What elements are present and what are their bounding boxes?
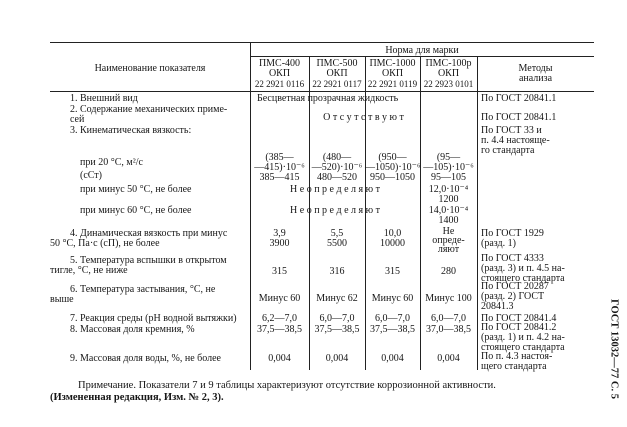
row5-method-1: По ГОСТ 4333 bbox=[481, 253, 544, 264]
col-divider-5 bbox=[477, 56, 478, 370]
brand-name-4: ПМС-100р bbox=[425, 58, 472, 69]
row2-label-2: сей bbox=[70, 114, 85, 125]
row4-c2-a: 5,5 bbox=[330, 228, 344, 239]
header-methods-2: анализа bbox=[518, 73, 553, 84]
row3a-c1-a: (385— bbox=[265, 152, 294, 163]
row3a-c2-c: 480—520 bbox=[317, 172, 357, 183]
row3c-c4-b: 1400 bbox=[438, 215, 459, 226]
brand-name-1: ПМС-400 bbox=[258, 58, 301, 69]
row4-c1-a: 3,9 bbox=[273, 228, 286, 239]
row7-label: 7. Реакция среды (рН водной вытяжки) bbox=[70, 313, 237, 324]
side-label-text: ГОСТ 13032—77 С. 5 bbox=[608, 299, 620, 399]
row3a-c2-a: (480— bbox=[322, 152, 352, 163]
row4-c1-b: 3900 bbox=[269, 238, 290, 249]
row3-label: 3. Кинематическая вязкость: bbox=[70, 125, 192, 136]
row3a-c3-b: —1050)·10⁻⁶ bbox=[365, 162, 421, 173]
row4-label-1: 4. Динамическая вязкость при минус bbox=[70, 228, 228, 239]
row6-method-1: По ГОСТ 20287 bbox=[481, 281, 549, 292]
row9-method-1: По п. 4.3 настоя- bbox=[481, 351, 553, 362]
row3a-c4-a: (95— bbox=[436, 152, 461, 163]
brand-code-1: 22 2921 0116 bbox=[254, 79, 305, 89]
table-top-rule bbox=[50, 42, 594, 43]
row3-method-2: п. 4.4 настояще- bbox=[481, 135, 550, 146]
header-bottom-rule bbox=[50, 91, 594, 92]
row7-c2: 6,0—7,0 bbox=[319, 313, 355, 324]
row8-label: 8. Массовая доля кремния, % bbox=[70, 324, 195, 335]
header-methods-1: Методы bbox=[518, 63, 553, 74]
row6-c2: Минус 62 bbox=[316, 293, 358, 304]
row3c-c4-a: 14,0·10⁻⁴ bbox=[428, 205, 469, 216]
row5-label-1: 5. Температура вспышки в открытом bbox=[70, 255, 227, 266]
row3a-c3-c: 950—1050 bbox=[370, 172, 415, 183]
row3b-value: Н е о п р е д е л я ю т bbox=[290, 184, 380, 195]
brand-okp-4: ОКП bbox=[437, 68, 460, 79]
row8-c1: 37,5—38,5 bbox=[257, 324, 302, 335]
row6-c3: Минус 60 bbox=[371, 293, 414, 304]
header-indicator: Наименование показателя bbox=[94, 63, 206, 74]
brand-code-2: 22 2921 0117 bbox=[312, 79, 362, 89]
row3-method-1: По ГОСТ 33 и bbox=[481, 125, 542, 136]
row4-method-2: (разд. 1) bbox=[481, 238, 516, 249]
row3c-value: Н е о п р е д е л я ю т bbox=[290, 205, 380, 216]
row4-method-1: По ГОСТ 1929 bbox=[481, 228, 544, 239]
row4-label-2: 50 °С, Па·с (сП), не более bbox=[50, 238, 160, 249]
row2-label-1: 2. Содержание механических приме- bbox=[70, 104, 228, 115]
row8-c4: 37,0—38,5 bbox=[426, 324, 471, 335]
row1-method: По ГОСТ 20841.1 bbox=[481, 93, 557, 104]
row3a-c1-c: 385—415 bbox=[259, 172, 300, 183]
row8-method-1: По ГОСТ 20841.2 bbox=[481, 322, 557, 333]
row4-c3-a: 10,0 bbox=[383, 228, 402, 239]
row5-method-3: стоящего стандарта bbox=[481, 273, 565, 284]
row6-method-2: (разд. 2) ГОСТ bbox=[481, 291, 545, 302]
row2-value: О т с у т с т в у ю т bbox=[323, 112, 404, 123]
row8-c3: 37,5—38,5 bbox=[370, 324, 415, 335]
row5-label-2: тигле, °С, не ниже bbox=[50, 265, 128, 276]
brand-code-3: 22 2921 0119 bbox=[367, 79, 418, 89]
row9-label: 9. Массовая доля воды, %, не более bbox=[70, 353, 221, 364]
brand-name-3: ПМС-1000 bbox=[369, 58, 416, 69]
side-label bbox=[602, 284, 626, 414]
row8-method-2: (разд. 1) и п. 4.2 на- bbox=[481, 332, 565, 343]
row9-c3: 0,004 bbox=[381, 353, 404, 364]
row8-c2: 37,5—38,5 bbox=[314, 324, 360, 335]
row6-label-1: 6. Температура застывания, °С, не bbox=[70, 284, 216, 295]
row7-c1: 6,2—7,0 bbox=[262, 313, 297, 324]
row3b-c4-b: 1200 bbox=[438, 194, 459, 205]
brand-okp-1: ОКП bbox=[268, 68, 291, 79]
row4-c3-b: 10000 bbox=[380, 238, 405, 249]
brand-okp-2: ОКП bbox=[326, 68, 348, 79]
row6-label-2: выше bbox=[50, 294, 74, 305]
row3a-c1-b: —415)·10⁻⁶ bbox=[254, 162, 305, 173]
row3c-label: при минус 60 °С, не более bbox=[80, 205, 192, 216]
row5-method-2: (разд. 3) и п. 4.5 на- bbox=[481, 263, 565, 274]
row4-c2-b: 5500 bbox=[327, 238, 347, 249]
row6-c4: Минус 100 bbox=[425, 293, 472, 304]
note-revision: (Измененная редакция, Изм. № 2, 3). bbox=[50, 392, 224, 403]
row2-method: По ГОСТ 20841.1 bbox=[481, 112, 557, 123]
row3a-c4-c: 95—105 bbox=[431, 172, 466, 183]
note-text: Примечание. Показатели 7 и 9 таблицы характеризуют отсутствие коррозионной активности. bbox=[78, 380, 496, 391]
row9-c1: 0,004 bbox=[268, 353, 291, 364]
row7-method: По ГОСТ 20841.4 bbox=[481, 313, 557, 324]
row3b-label: при минус 50 °С, не более bbox=[80, 184, 192, 195]
header-norm: Норма для марки bbox=[385, 45, 459, 56]
row7-c3: 6,0—7,0 bbox=[375, 313, 410, 324]
row3b-c4-a: 12,0·10⁻⁴ bbox=[428, 184, 469, 195]
row5-c2: 316 bbox=[329, 266, 345, 277]
row4-c4-a: Не bbox=[442, 226, 455, 237]
row6-method-3: 20841.3 bbox=[481, 301, 514, 312]
row3a-c2-b: —520)·10⁻⁶ bbox=[311, 162, 363, 173]
brand-code-4: 22 2923 0101 bbox=[423, 79, 474, 89]
row4-c4-c: ляют bbox=[437, 244, 460, 255]
row6-c1: Минус 60 bbox=[258, 293, 301, 304]
row1-value: Бесцветная прозрачная жидкость bbox=[257, 93, 399, 104]
row3a-c3-a: (950— bbox=[378, 152, 407, 163]
row9-c2: 0,004 bbox=[325, 353, 349, 364]
row3-method-3: го стандарта bbox=[481, 145, 535, 156]
row1-label: 1. Внешний вид bbox=[70, 93, 138, 104]
row9-c4: 0,004 bbox=[437, 353, 460, 364]
row3a-label-2: (сСт) bbox=[80, 170, 103, 181]
row3a-c4-b: —105)·10⁻⁶ bbox=[423, 162, 474, 173]
row5-c4: 280 bbox=[441, 266, 456, 277]
row8-method-3: стоящего стандарта bbox=[481, 342, 565, 353]
brand-okp-3: ОКП bbox=[381, 68, 404, 79]
row5-c1: 315 bbox=[272, 266, 287, 277]
row4-c4-b: опреде- bbox=[432, 235, 465, 246]
row7-c4: 6,0—7,0 bbox=[431, 313, 466, 324]
row9-method-2: щего стандарта bbox=[481, 361, 547, 372]
row3a-label-1: при 20 °С, м²/с bbox=[80, 157, 143, 168]
brand-name-2: ПМС-500 bbox=[316, 58, 358, 69]
row5-c3: 315 bbox=[385, 266, 400, 277]
